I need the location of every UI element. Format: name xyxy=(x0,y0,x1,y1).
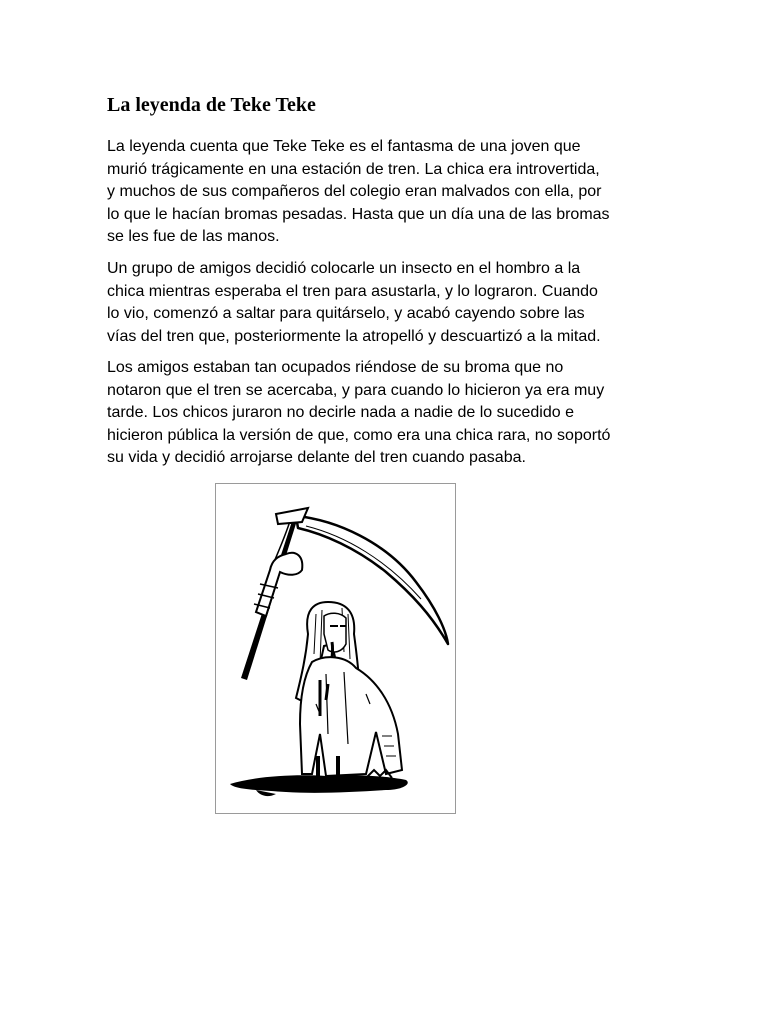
paragraph-line: murió trágicamente en una estación de tren. La chica era introvertida, xyxy=(107,160,600,178)
paragraph-line: Un grupo de amigos decidió colocarle un insecto en el hombro a la xyxy=(107,260,581,277)
paragraph-2 xyxy=(107,258,667,348)
paragraph-line: lo vio, comenzó a saltar para quitárselo, y acabó cayendo sobre las xyxy=(107,305,585,323)
paragraph-line: hicieron pública la versión de que, como era una chica rara, no soportó xyxy=(107,426,611,444)
paragraph-line: y muchos de sus compañeros del colegio eran malvados con ella, por xyxy=(107,183,602,201)
face-icon xyxy=(324,613,346,652)
paragraph-line: se les fue de las manos. xyxy=(107,228,280,246)
teke-teke-illustration xyxy=(215,483,456,814)
paragraph-1 xyxy=(107,136,667,249)
paragraph-line: La leyenda cuenta que Teke Teke es el fantasma de una joven que xyxy=(107,138,581,155)
paragraph-line: Los amigos estaban tan ocupados riéndose de su broma que no xyxy=(107,359,564,376)
paragraph-line: su vida y decidió arrojarse delante del tren cuando pasaba. xyxy=(107,449,526,467)
paragraph-line: notaron que el tren se acercaba, y para cuando lo hicieron ya era muy xyxy=(107,381,605,399)
paragraph-line: chica mientras esperaba el tren para asustarla, y lo lograron. Cuando xyxy=(107,282,598,300)
paragraph-3 xyxy=(107,357,667,470)
torso-icon xyxy=(300,657,402,776)
document-title: La leyenda de Teke Teke xyxy=(107,94,316,116)
paragraph-line: tarde. Los chicos juraron no decirle nada a nadie de lo sucedido e xyxy=(107,404,574,422)
paragraph-line: vías del tren que, posteriormente la atropelló y descuartizó a la mitad. xyxy=(107,327,601,345)
paragraph-line: lo que le hacían bromas pesadas. Hasta que un día una de las bromas xyxy=(107,205,610,223)
